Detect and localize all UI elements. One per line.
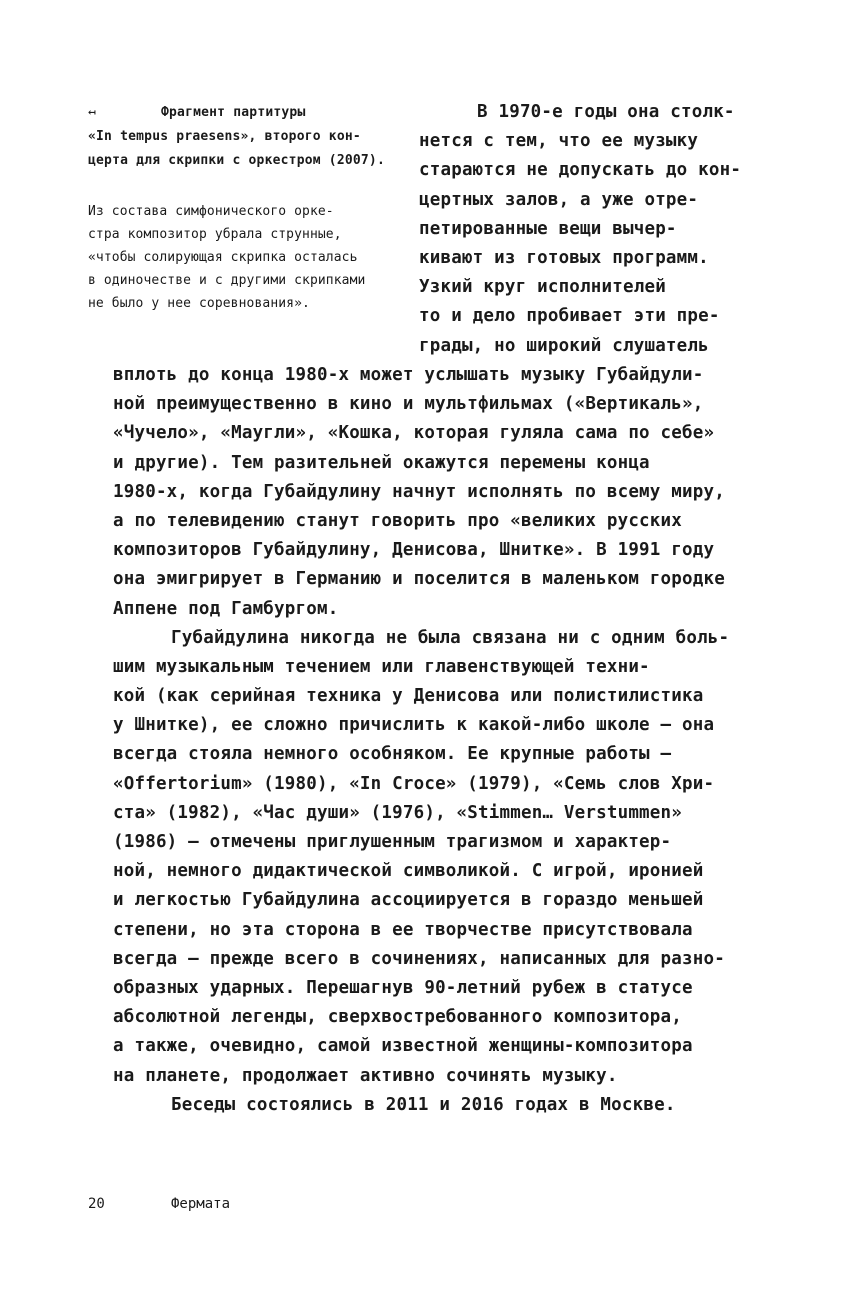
text-line: всегда стояла немного особняком. Ее крупные работы — bbox=[113, 744, 672, 765]
note-line: Из состава симфонического орке- bbox=[88, 204, 334, 219]
paragraph-1 bbox=[113, 361, 763, 624]
running-title: Фермата bbox=[171, 1196, 231, 1212]
text-line: 1980-х, когда Губайдулину начнут исполнять по всему миру, bbox=[113, 481, 725, 502]
caption-line: «In tempus praesens», второго кон- bbox=[88, 129, 361, 144]
text-line: «Offertorium» (1980), «In Croce» (1979), «Семь слов Хри- bbox=[113, 773, 715, 794]
text-line: Узкий круг исполнителей bbox=[419, 277, 666, 298]
caption-line: церта для скрипки с оркестром (2007). bbox=[88, 153, 385, 168]
text-line: «Чучело», «Маугли», «Кошка, которая гуляла сама по себе» bbox=[113, 423, 715, 444]
text-line: Беседы состоялись в 2011 и 2016 годах в Москве. bbox=[171, 1094, 676, 1115]
note-line: не было у нее соревнования». bbox=[88, 296, 310, 311]
page-number: 20 bbox=[88, 1196, 105, 1212]
text-line: вплоть до конца 1980-х может услышать музыку Губайдули- bbox=[113, 365, 704, 385]
paragraph-2 bbox=[113, 624, 763, 1091]
text-line: и легкостью Губайдулина ассоциируется в гораздо меньшей bbox=[113, 890, 704, 911]
arrow-left-icon: ↤ bbox=[88, 105, 97, 120]
text-line: ной, немного дидактической символикой. С игрой, иронией bbox=[113, 861, 704, 882]
text-line: ной преимущественно в кино и мультфильмах («Вертикаль», bbox=[113, 394, 704, 415]
caption-line bbox=[88, 101, 398, 125]
text-line: на планете, продолжает активно сочинять музыку. bbox=[113, 1065, 618, 1086]
text-line: степени, но эта сторона в ее творчестве присутствовала bbox=[113, 919, 693, 940]
text-line: кой (как серийная техника у Денисова или полистилистика bbox=[113, 686, 704, 707]
note-line: «чтобы солирующая скрипка осталась bbox=[88, 250, 358, 265]
caption-title: Фрагмент партитуры bbox=[161, 105, 306, 120]
text-line: ста» (1982), «Час души» (1976), «Stimmen… Verstummen» bbox=[113, 802, 683, 823]
text-line: кивают из готовых программ. bbox=[419, 247, 709, 268]
text-line: она эмигрирует в Германию и поселится в маленьком городке bbox=[113, 569, 725, 590]
paragraph-3 bbox=[113, 1091, 763, 1120]
figure-caption bbox=[88, 101, 398, 173]
text-line: петированные вещи вычер- bbox=[419, 218, 677, 239]
text-line: (1986) — отмечены приглушенным трагизмом и характер- bbox=[113, 832, 672, 852]
text-line: В 1970-е годы она столк- bbox=[477, 102, 735, 122]
text-line: Аппене под Гамбургом. bbox=[113, 598, 339, 619]
text-line: грады, но широкий слушатель bbox=[419, 335, 709, 356]
text-line: образных ударных. Перешагнув 90-летний рубеж в статусе bbox=[113, 977, 693, 998]
side-note bbox=[88, 200, 398, 315]
text-line: то и дело пробивает эти пре- bbox=[419, 306, 720, 327]
text-line: Губайдулина никогда не была связана ни с одним боль- bbox=[171, 627, 730, 648]
text-line: нется с тем, что ее музыку bbox=[419, 131, 699, 152]
text-line: цертных залов, а уже отре- bbox=[419, 189, 699, 210]
body-text-column bbox=[419, 98, 759, 361]
text-line: абсолютной легенды, сверхвостребованного композитора, bbox=[113, 1007, 683, 1028]
text-line: всегда — прежде всего в сочинениях, написанных для разно- bbox=[113, 948, 725, 969]
text-line: у Шнитке), ее сложно причислить к какой-либо школе — она bbox=[113, 715, 715, 736]
text-line: и другие). Тем разительней окажутся перемены конца bbox=[113, 452, 650, 473]
body-text-main bbox=[113, 361, 763, 1120]
note-line: в одиночестве и с другими скрипками bbox=[88, 273, 366, 288]
text-line: композиторов Губайдулину, Денисова, Шнитке». В 1991 году bbox=[113, 540, 715, 561]
text-line: а также, очевидно, самой известной женщины-композитора bbox=[113, 1036, 693, 1057]
note-line: стра композитор убрала струнные, bbox=[88, 227, 342, 242]
text-line: а по телевидению станут говорить про «великих русских bbox=[113, 510, 683, 531]
text-line: шим музыкальным течением или главенствующей техни- bbox=[113, 656, 650, 677]
text-line: стараются не допускать до кон- bbox=[419, 160, 742, 181]
